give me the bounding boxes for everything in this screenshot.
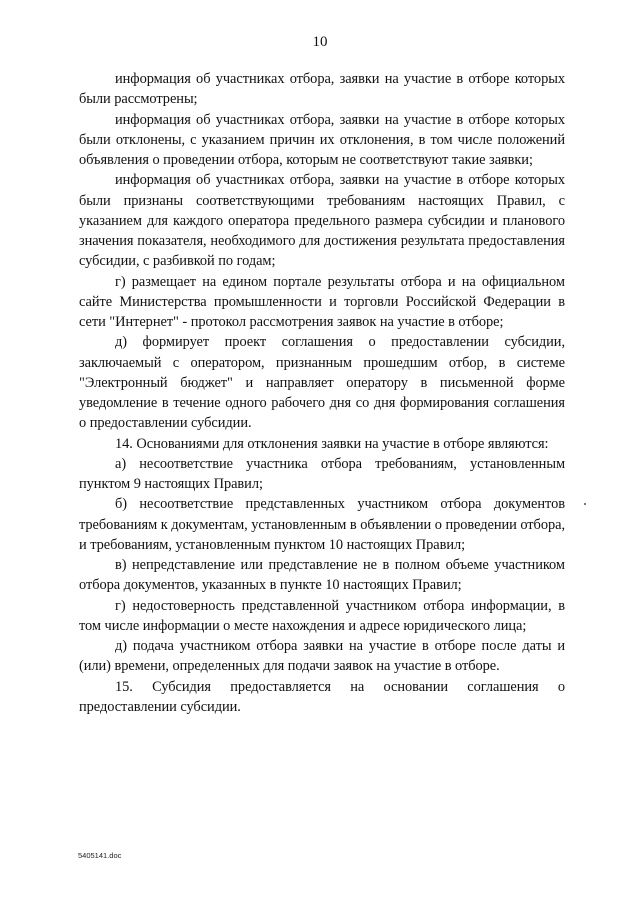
paragraph-ground-c: в) непредставление или представление не в полном объеме участником отбора документов, указанных в пункте 10 настоящих Правил; xyxy=(79,557,565,594)
document-body xyxy=(79,69,565,717)
paragraph-rejection-grounds: 14. Основаниями для отклонения заявки на участие в отборе являются: xyxy=(115,435,549,452)
paragraph-publish-protocol: г) размещает на едином портале результаты отбора и на официальном сайте Министерства промышленности и торговли Российской Федерации в сети "Интернет" - протокол рассмотрения заявок на участие в отборе; xyxy=(79,273,565,330)
page-number: 10 xyxy=(312,34,328,50)
paragraph-ground-e: д) подача участником отбора заявки на участие в отборе после даты и (или) времени, определенных для подачи заявок на участие в отборе. xyxy=(79,638,565,675)
paragraph-reviewed-applications: информация об участниках отбора, заявки на участие в отборе которых были рассмотрены; xyxy=(79,71,565,108)
margin-mark xyxy=(584,503,586,505)
paragraph-ground-a: а) несоответствие участника отбора требованиям, установленным пунктом 9 настоящих Правил; xyxy=(79,455,565,492)
footer-file-name: 5405141.doc xyxy=(78,851,122,860)
paragraph-subsidy-basis: 15. Субсидия предоставляется на основании соглашения о предоставлении субсидии. xyxy=(79,678,565,715)
paragraph-ground-b: б) несоответствие представленных участником отбора документов требованиям к документам, установленным в объявлении о проведении отбора, и требованиям, установленным пунктом 10 настоящих Правил; xyxy=(79,496,565,553)
paragraph-ground-d: г) недостоверность представленной участником отбора информации, в том числе информации о месте нахождения и адресе юридического лица; xyxy=(79,597,565,634)
paragraph-accepted-applications: информация об участниках отбора, заявки на участие в отборе которых были признаны соответствующими требованиям настоящих Правил, с указанием для каждого оператора предельного размера субсидии и планового значения показателя, необходимого для достижения результата предоставления субсидии, с разбивкой по годам; xyxy=(79,172,565,270)
paragraph-agreement-draft: д) формирует проект соглашения о предоставлении субсидии, заключаемый с оператором, признанным прошедшим отбор, в системе "Электронный бюджет" и направляет оператору в письменной форме уведомление в течение одного рабочего дня со дня формирования соглашения о предоставлении субсидии. xyxy=(79,334,565,432)
paragraph-rejected-applications: информация об участниках отбора, заявки на участие в отборе которых были отклонены, с указанием причин их отклонения, в том числе положений объявления о проведении отбора, которым не соответствуют такие заявки; xyxy=(79,111,565,168)
